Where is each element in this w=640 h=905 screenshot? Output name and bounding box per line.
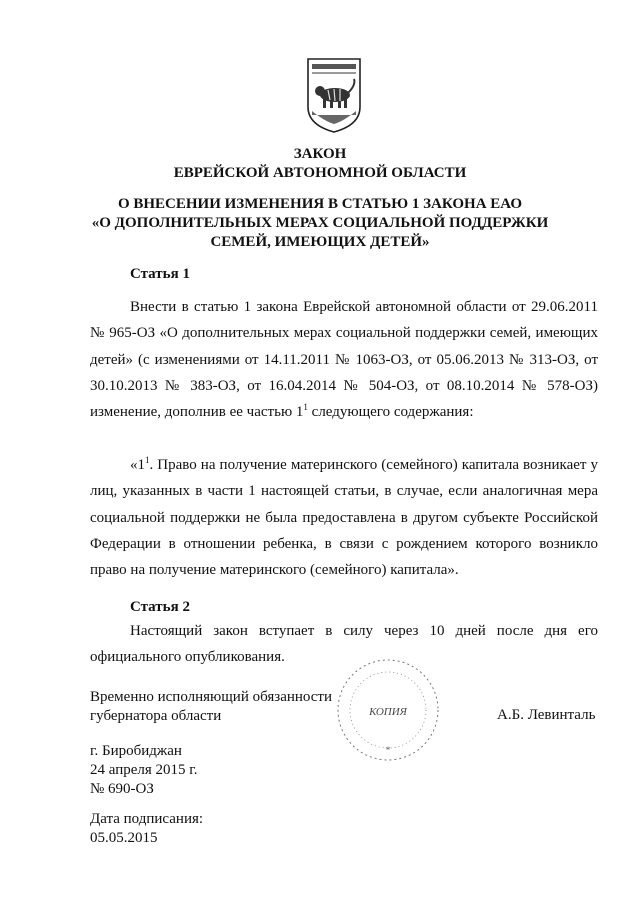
star-icon: * [385, 745, 391, 755]
article1-para1-tail: следующего содержания: [307, 404, 474, 421]
adoption-details [90, 742, 198, 799]
adoption-date: 24 апреля 2015 г. [90, 762, 198, 778]
article2-paragraph: Настоящий закон вступает в силу через 10 дней после дня его официального опубликования. [90, 623, 598, 666]
coat-of-arms-emblem [304, 55, 364, 135]
article1-heading: Статья 1 [130, 266, 190, 282]
article2-heading: Статья 2 [130, 599, 190, 615]
signing-label: Дата подписания: [90, 811, 204, 827]
law-subtitle-line2: «О ДОПОЛНИТЕЛЬНЫХ МЕРАХ СОЦИАЛЬНОЙ ПОДДЕРЖКИ [91, 215, 549, 231]
article1-para2-sup: 1 [145, 455, 150, 465]
law-title [0, 145, 640, 183]
signatory-position-line1: Временно исполняющий обязанности [90, 689, 333, 705]
law-title-line2: ЕВРЕЙСКОЙ АВТОНОМНОЙ ОБЛАСТИ [173, 165, 467, 181]
law-number: № 690-ОЗ [90, 781, 154, 797]
signing-date: 05.05.2015 [90, 830, 158, 846]
signatory-position-line2: губернатора области [90, 708, 222, 724]
signing-details [90, 810, 203, 848]
article1-para2-text: . Право на получение материнского (семейного) капитала возникает у лиц, указанных в части 1 настоящей статьи, в случае, если аналогичная мера социальной поддержки не была предоставлена в другом субъекте Российской Федерации в отношении ребенка, в связи с рождением которого возникло право на получение материнского (семейного) капитала». [90, 457, 598, 579]
article1-para1-sup: 1 [303, 402, 308, 413]
law-subtitle-line1: О ВНЕСЕНИИ ИЗМЕНЕНИЯ В СТАТЬЮ 1 ЗАКОНА ЕАО [117, 196, 523, 212]
article1-para2-lead: «1 [130, 457, 145, 473]
article1-paragraph2 [90, 452, 598, 583]
article1-paragraph1 [90, 294, 598, 425]
signatory-position [90, 688, 332, 726]
article1-para1-text: Внести в статью 1 закона Еврейской автономной области от 29.06.2011 № 965-ОЗ «О дополнительных мерах социальной поддержки семей, имеющих детей» (с изменениями от 14.11.2011 № 1063-ОЗ, от 05.06.2013 № 313-ОЗ, от 30.10.2013 № 383-ОЗ, от 16.04.2014 № 504-ОЗ, от 08.10.2014 № 578-ОЗ) изменение, дополнив ее частью 1 [90, 299, 598, 421]
signatory-name: А.Б. Левинталь [497, 707, 596, 723]
law-subtitle-line3: СЕМЕЙ, ИМЕЮЩИХ ДЕТЕЙ» [210, 234, 430, 250]
stamp-label: КОПИЯ [369, 706, 407, 718]
law-title-line1: ЗАКОН [293, 146, 347, 162]
adoption-city: г. Биробиджан [90, 743, 182, 759]
law-subtitle [0, 195, 640, 252]
copy-stamp [333, 655, 443, 765]
